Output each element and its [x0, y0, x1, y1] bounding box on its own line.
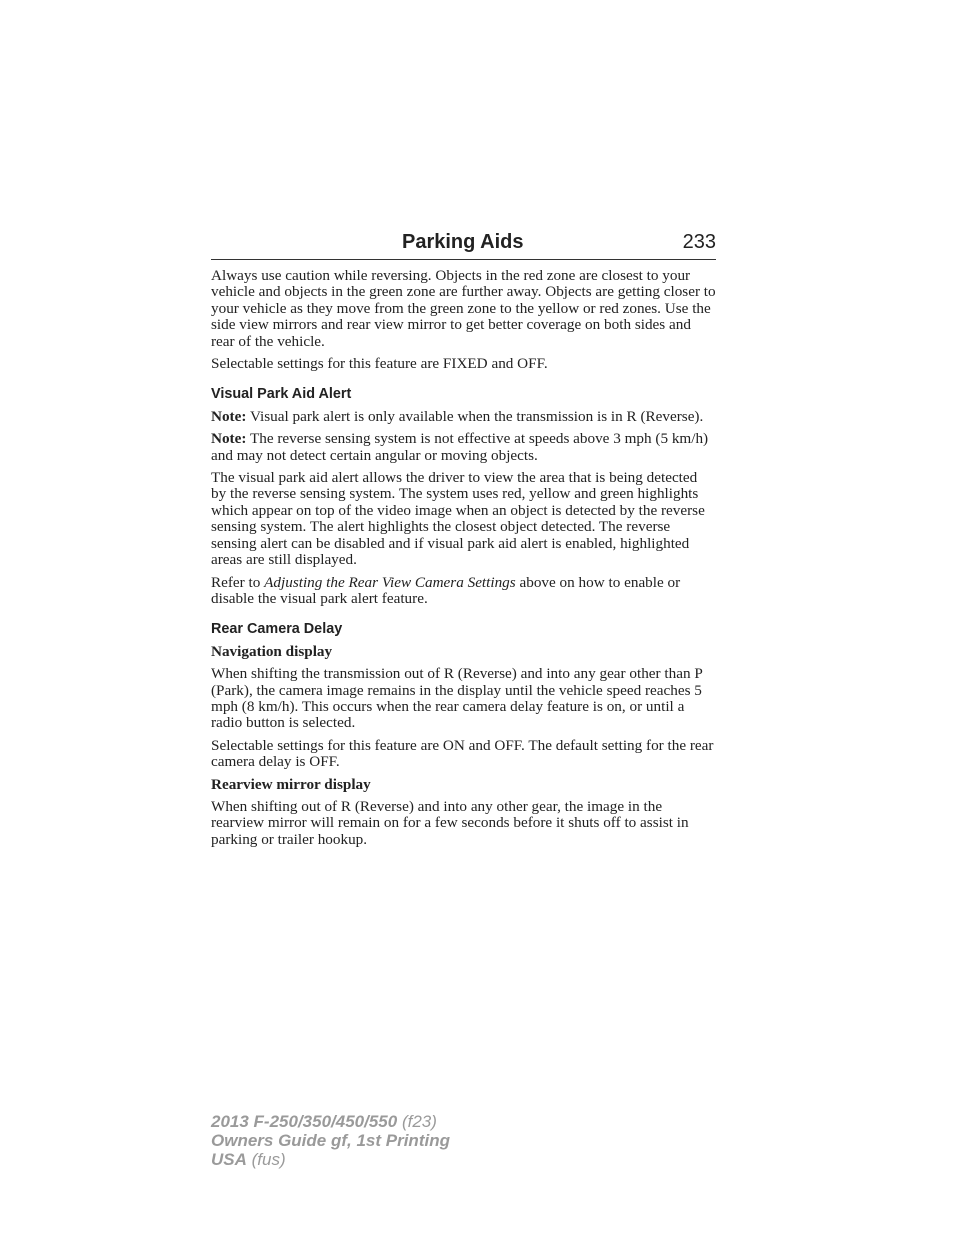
visual-park-aid-paragraph: The visual park aid alert allows the driver to view the area that is being detected by the reverse sensing system. The system uses red, yellow and green highlights which appear on top of the video image when an object is detected by the reverse sensing system. The alert highlights the closest object detected. The reverse sensing alert can be disabled and if visual park aid alert is enabled, highlighted areas are still displayed.: [211, 469, 705, 569]
note-label: Note:: [211, 407, 247, 425]
note-paragraph-2: [211, 431, 716, 464]
note-paragraph-1: [211, 409, 716, 425]
model-code: (f23): [397, 1112, 437, 1131]
rear-camera-delay-heading: Rear Camera Delay: [211, 621, 343, 638]
page-header: [211, 229, 716, 260]
footer-line-2: Owners Guide gf, 1st Printing: [211, 1131, 450, 1150]
rearview-mirror-subheading: Rearview mirror display: [211, 775, 371, 793]
market-code: (fus): [246, 1150, 286, 1169]
refer-paragraph: [211, 575, 716, 608]
cross-reference: Adjusting the Rear View Camera Settings: [264, 573, 516, 591]
page-content: [211, 268, 716, 854]
market-name: USA: [211, 1150, 247, 1169]
note-label: Note:: [211, 430, 247, 448]
rearview-mirror-paragraph: When shifting out of R (Reverse) and into any other gear, the image in the rearview mirror will remain on for a few seconds before it shuts off to assist in parking or trailer hookup.: [211, 797, 689, 848]
navigation-display-subheading: Navigation display: [211, 642, 333, 660]
footer-line-3: [211, 1150, 450, 1169]
page-number: 233: [682, 231, 716, 253]
section-title: Parking Aids: [402, 231, 524, 253]
navigation-paragraph-1: When shifting the transmission out of R (Reverse) and into any gear other than P (Park), the camera image remains in the display until the vehicle speed reaches 5 mph (8 km/h). This occurs when the rear camera delay feature is on, or until a radio button is selected.: [211, 665, 703, 732]
note-text: The reverse sensing system is not effective at speeds above 3 mph (5 km/h) and may not detect certain angular or moving objects.: [211, 430, 709, 464]
page-footer: [211, 1112, 450, 1169]
intro-paragraph: Always use caution while reversing. Objects in the red zone are closest to your vehicle and objects in the green zone are further away. Objects are getting closer to your vehicle as they move from the green zone to the yellow or red zones. Use the side view mirrors and rear view mirror to get better coverage on both sides and rear of the vehicle.: [211, 267, 716, 350]
visual-park-aid-heading: Visual Park Aid Alert: [211, 386, 352, 403]
footer-line-1: [211, 1112, 450, 1131]
model-name: 2013 F-250/350/450/550: [211, 1112, 398, 1131]
settings-paragraph: Selectable settings for this feature are FIXED and OFF.: [211, 355, 548, 373]
refer-prefix: Refer to: [211, 573, 265, 591]
refer-suffix: above on how to enable or disable the visual park alert feature.: [211, 573, 681, 607]
note-text: Visual park alert is only available when the transmission is in R (Reverse).: [246, 407, 704, 425]
navigation-paragraph-2: Selectable settings for this feature are ON and OFF. The default setting for the rear camera delay is OFF.: [211, 736, 714, 771]
